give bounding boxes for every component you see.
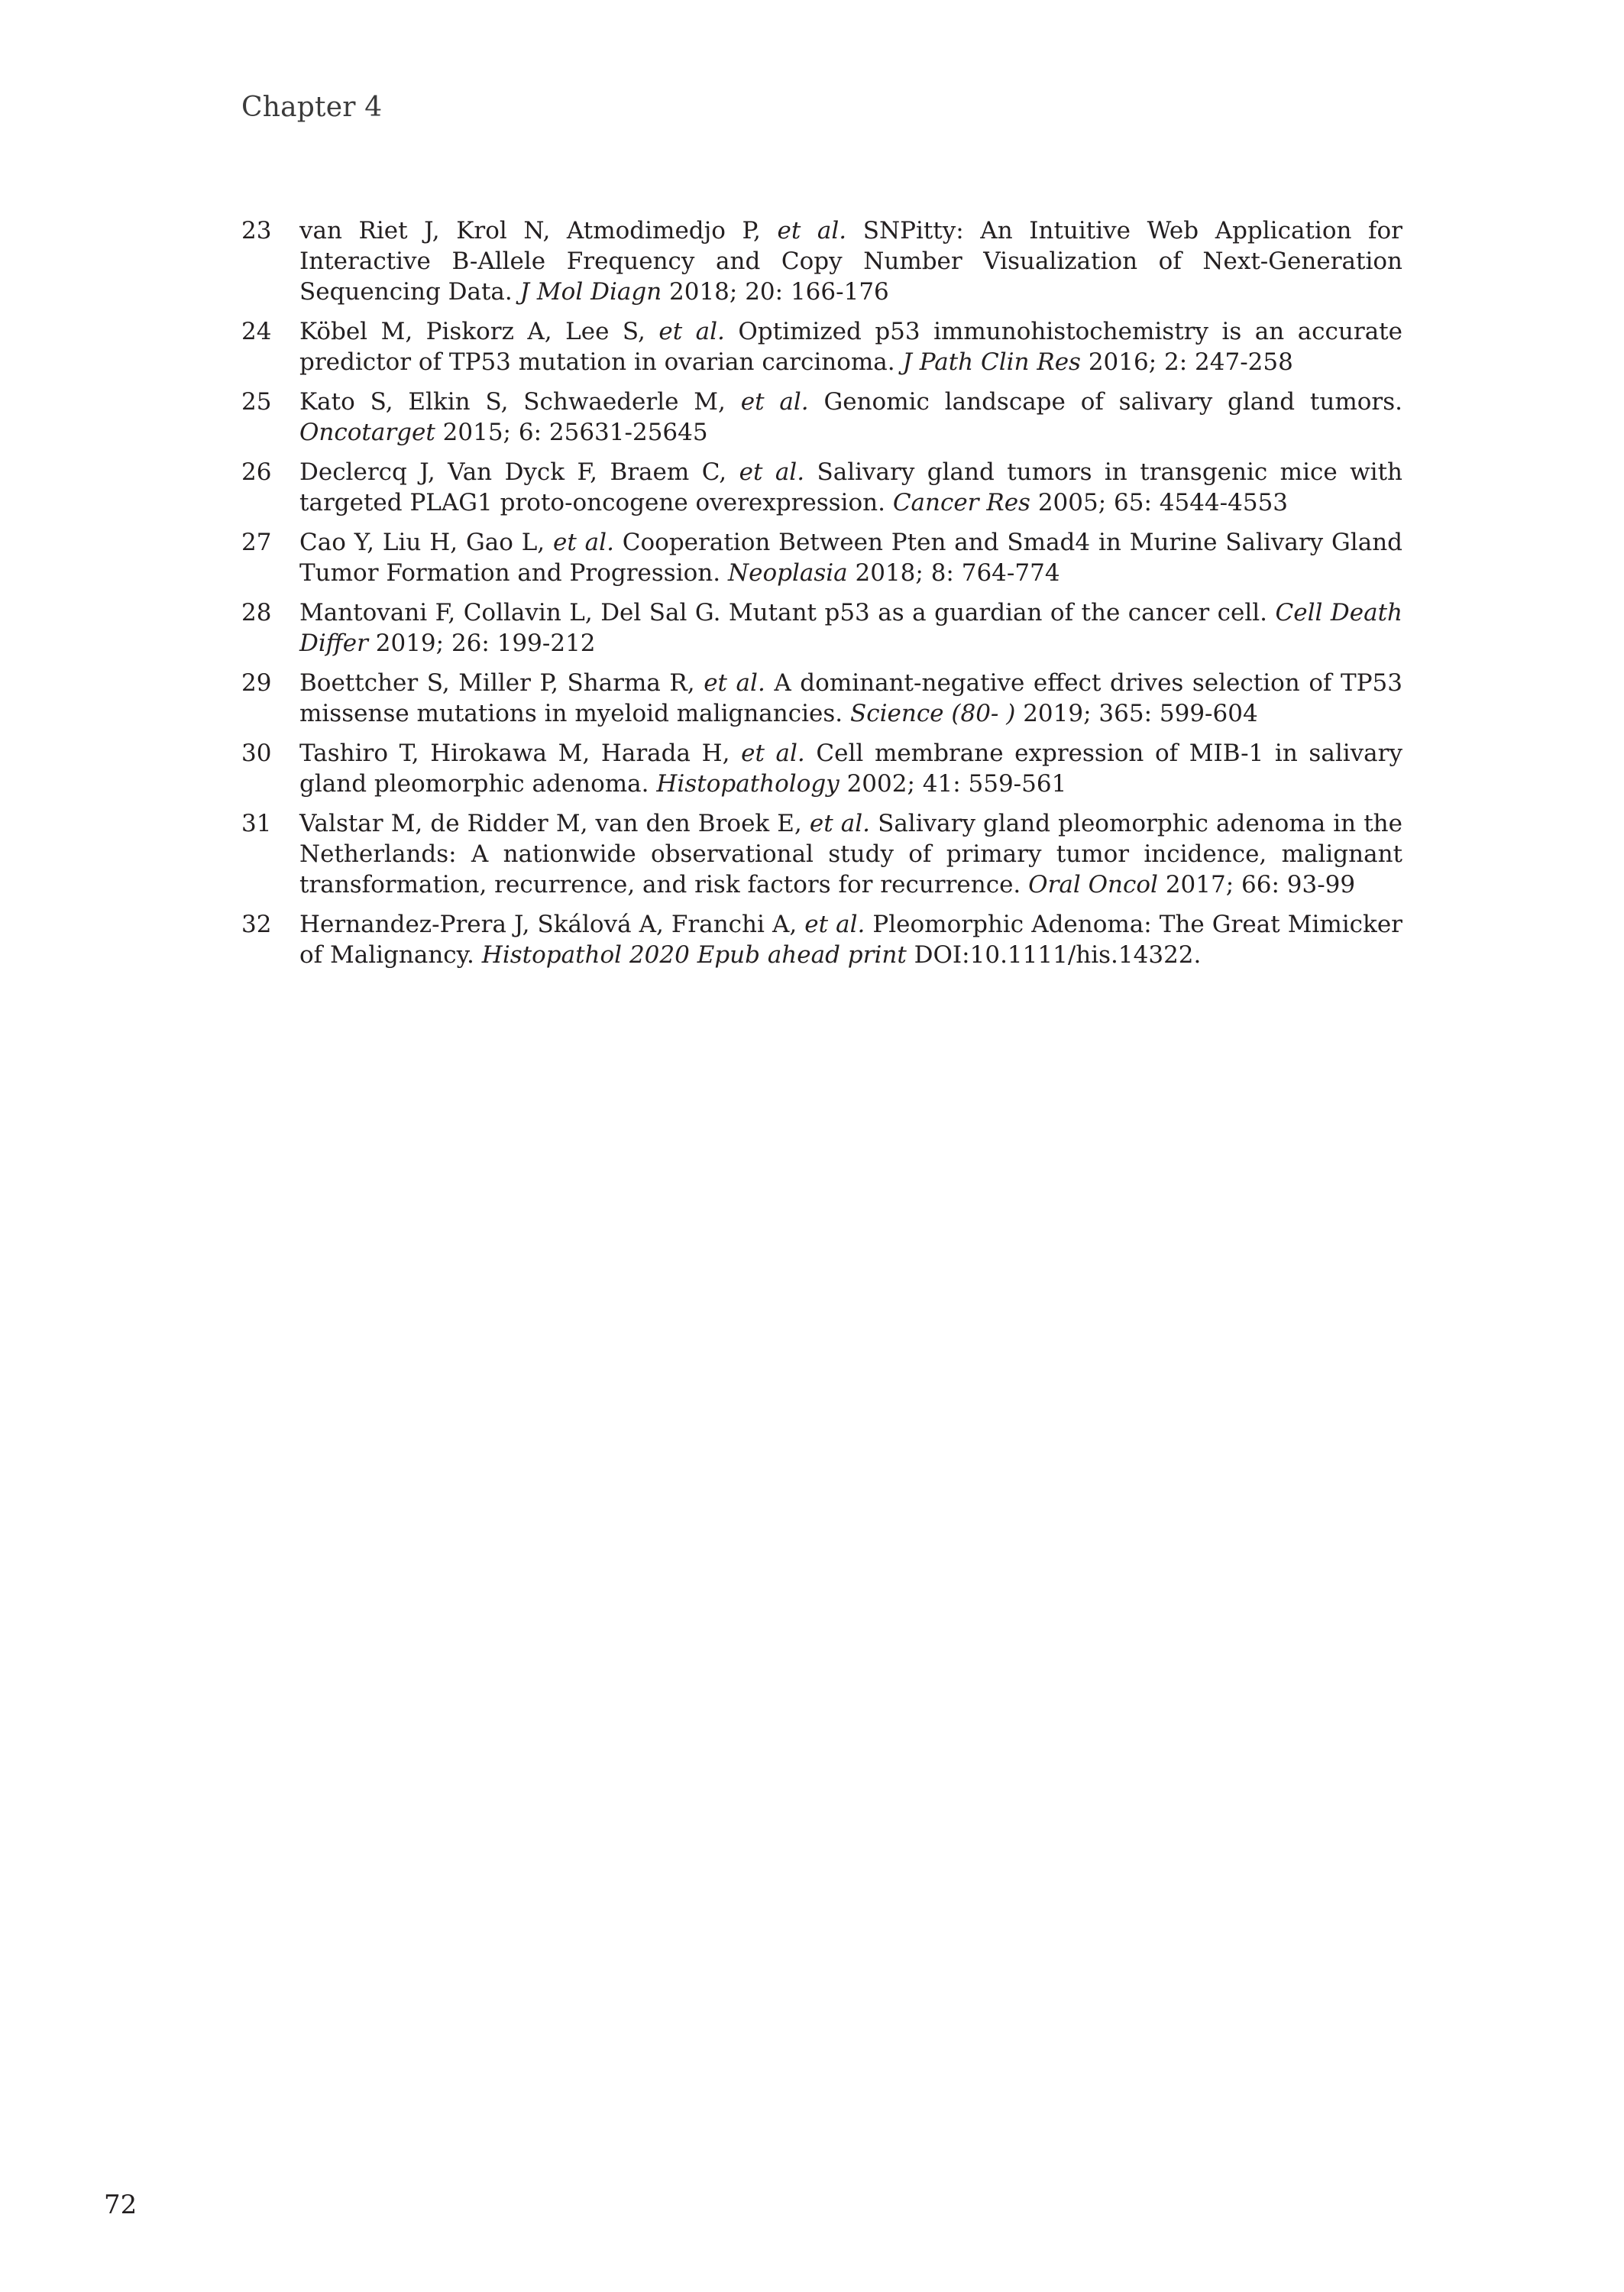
- reference-number: 32: [241, 911, 272, 938]
- reference-italic-segment: et al.: [704, 669, 765, 697]
- reference-number: 28: [241, 599, 272, 626]
- reference-italic-segment: Cell Death Differ: [299, 599, 1402, 657]
- reference-text: [299, 215, 1402, 307]
- reference-segment: Cell membrane expression of MIB-1 in salivary gland pleomorphic adenoma.: [299, 740, 1402, 798]
- reference-segment: Valstar M, de Ridder M, van den Broek E,: [299, 810, 810, 837]
- reference-segment: 2019; 26: 199-212: [367, 630, 596, 657]
- reference-italic-segment: J Mol Diagn: [519, 278, 662, 306]
- reference-segment: Hernandez-Prera J, Skálová A, Franchi A,: [299, 911, 805, 938]
- reference-number: 25: [241, 388, 272, 416]
- reference-segment: A dominant-negative effect drives selection of TP53 missense mutations in myeloid malignancies.: [299, 669, 1402, 727]
- reference-item: [241, 316, 1402, 377]
- reference-segment: 2016; 2: 247-258: [1080, 348, 1293, 376]
- reference-text: [299, 387, 1402, 448]
- reference-text: [299, 316, 1402, 377]
- reference-segment: Pleomorphic Adenoma: The Great Mimicker of Malignancy.: [299, 911, 1402, 969]
- reference-segment: Boettcher S, Miller P, Sharma R,: [299, 669, 704, 697]
- reference-number: 27: [241, 529, 272, 556]
- reference-text: [299, 597, 1402, 659]
- reference-segment: Cao Y, Liu H, Gao L,: [299, 529, 554, 556]
- reference-italic-segment: et al.: [658, 318, 725, 345]
- reference-italic-segment: et al.: [739, 458, 805, 486]
- reference-number: 24: [241, 318, 272, 345]
- reference-italic-segment: et al.: [804, 911, 865, 938]
- reference-segment: 2019; 365: 599-604: [1015, 700, 1258, 727]
- reference-text: [299, 457, 1402, 518]
- reference-segment: 2018; 20: 166-176: [662, 278, 889, 306]
- running-head: Chapter 4: [241, 92, 383, 123]
- reference-item: [241, 387, 1402, 448]
- reference-text: [299, 668, 1402, 729]
- reference-item: [241, 738, 1402, 799]
- reference-item: [241, 457, 1402, 518]
- reference-italic-segment: Oral Oncol: [1028, 871, 1158, 898]
- reference-segment: 2017; 66: 93-99: [1157, 871, 1356, 898]
- reference-italic-segment: et al.: [553, 529, 614, 556]
- reference-italic-segment: Histopathology: [656, 770, 839, 798]
- reference-segment: DOI:10.1111/his.14322.: [906, 941, 1202, 969]
- reference-text: [299, 527, 1402, 588]
- reference-segment: 2005; 65: 4544-4553: [1030, 489, 1289, 516]
- reference-item: [241, 808, 1402, 900]
- reference-italic-segment: et al.: [777, 217, 847, 244]
- reference-segment: Salivary gland tumors in transgenic mice with targeted PLAG1 proto-oncogene overexpression.: [299, 458, 1402, 516]
- reference-segment: Köbel M, Piskorz A, Lee S,: [299, 318, 659, 345]
- reference-italic-segment: et al.: [741, 740, 805, 767]
- reference-italic-segment: et al.: [809, 810, 870, 837]
- reference-italic-segment: et al.: [740, 388, 809, 416]
- reference-segment: SNPitty: An Intuitive Web Application for Interactive B-Allele Frequency and Copy Number Visualization of Next-Generation Sequencing Data.: [299, 217, 1402, 306]
- reference-segment: Optimized p53 immunohistochemistry is an accurate predictor of TP53 mutation in ovarian carcinoma.: [299, 318, 1402, 376]
- reference-segment: Kato S, Elkin S, Schwaederle M,: [299, 388, 741, 416]
- reference-number: 30: [241, 740, 272, 767]
- reference-segment: Genomic landscape of salivary gland tumors.: [808, 388, 1402, 416]
- reference-text: [299, 808, 1402, 900]
- reference-list: [241, 215, 1402, 979]
- reference-segment: 2018; 8: 764-774: [847, 559, 1060, 587]
- reference-segment: van Riet J, Krol N, Atmodimedjo P,: [299, 217, 778, 244]
- reference-segment: 2015; 6: 25631-25645: [435, 419, 708, 446]
- reference-item: [241, 597, 1402, 659]
- reference-italic-segment: Histopathol 2020 Epub ahead print: [481, 941, 907, 969]
- reference-number: 26: [241, 458, 272, 486]
- reference-item: [241, 909, 1402, 970]
- reference-italic-segment: Science (80- ): [850, 700, 1016, 727]
- reference-segment: Tashiro T, Hirokawa M, Harada H,: [299, 740, 742, 767]
- reference-italic-segment: Oncotarget: [299, 419, 435, 446]
- reference-number: 31: [241, 810, 272, 837]
- page-number: 72: [104, 2190, 137, 2220]
- reference-number: 23: [241, 217, 272, 244]
- reference-segment: 2002; 41: 559-561: [839, 770, 1067, 798]
- reference-italic-segment: J Path Clin Res: [902, 348, 1081, 376]
- reference-item: [241, 668, 1402, 729]
- reference-item: [241, 215, 1402, 307]
- reference-item: [241, 527, 1402, 588]
- reference-text: [299, 909, 1402, 970]
- reference-italic-segment: Cancer Res: [892, 489, 1030, 516]
- reference-segment: Cooperation Between Pten and Smad4 in Murine Salivary Gland Tumor Formation and Progression.: [299, 529, 1403, 587]
- reference-italic-segment: Neoplasia: [727, 559, 848, 587]
- reference-segment: Declercq J, Van Dyck F, Braem C,: [299, 458, 739, 486]
- reference-text: [299, 738, 1402, 799]
- reference-segment: Mantovani F, Collavin L, Del Sal G. Mutant p53 as a guardian of the cancer cell.: [299, 599, 1276, 626]
- reference-number: 29: [241, 669, 272, 697]
- reference-segment: Salivary gland pleomorphic adenoma in the Netherlands: A nationwide observational study of primary tumor incidence, malignant transformation, recurrence, and risk factors for recurrence.: [299, 810, 1402, 898]
